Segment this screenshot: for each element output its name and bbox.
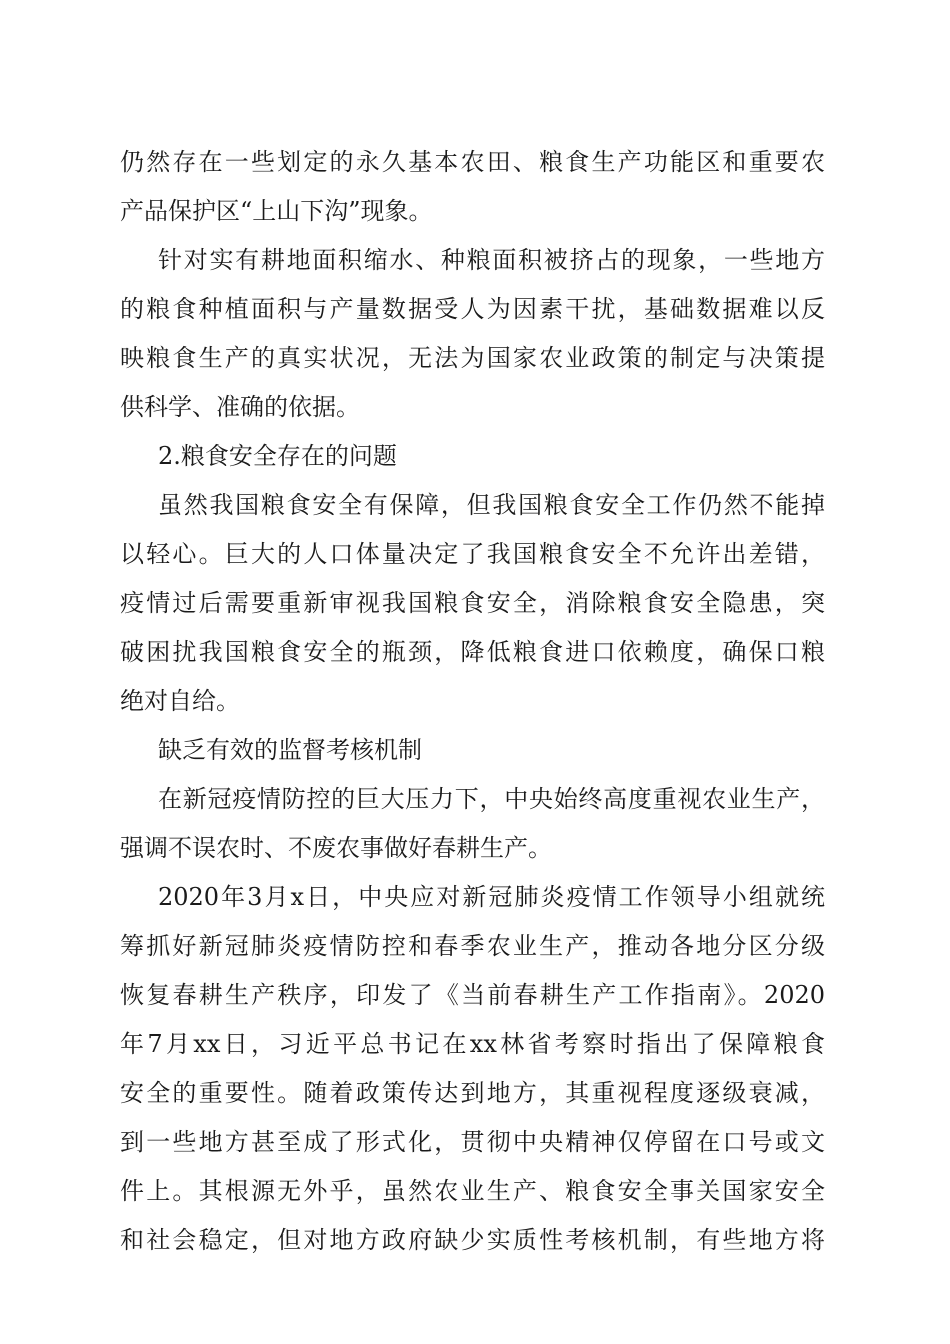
text-line: 安全的重要性。随着政策传达到地方，其重视程度逐级衰减， [120, 1079, 825, 1107]
text-line: 和社会稳定，但对地方政府缺少实质性考核机制，有些地方将 [120, 1226, 825, 1254]
text-line: 疫情过后需要重新审视我国粮食安全，消除粮食安全隐患，突 [120, 589, 825, 617]
text-line: 映粮食生产的真实状况，无法为国家农业政策的制定与决策提 [120, 344, 825, 372]
text-line: 到一些地方甚至成了形式化，贯彻中央精神仅停留在口号或文 [120, 1128, 825, 1156]
text-line: 年7月xx日，习近平总书记在xx林省考察时指出了保障粮食 [120, 1030, 825, 1058]
subsection-heading: 缺乏有效的监督考核机制 [158, 736, 422, 764]
text-line: 产品保护区“上山下沟”现象。 [120, 197, 433, 225]
text-line: 以轻心。巨大的人口体量决定了我国粮食安全不允许出差错， [120, 540, 825, 568]
document-body [120, 138, 825, 1265]
text-line: 虽然我国粮食安全有保障，但我国粮食安全工作仍然不能掉 [158, 491, 825, 519]
text-line: 破困扰我国粮食安全的瓶颈，降低粮食进口依赖度，确保口粮 [120, 638, 825, 666]
section-heading: 2.粮食安全存在的问题 [158, 442, 397, 470]
text-line: 的粮食种植面积与产量数据受人为因素干扰，基础数据难以反 [120, 295, 825, 323]
text-line: 筹抓好新冠肺炎疫情防控和春季农业生产，推动各地分区分级 [120, 932, 825, 960]
text-line: 供科学、准确的依据。 [120, 393, 360, 421]
text-line: 恢复春耕生产秩序，印发了《当前春耕生产工作指南》。2020 [120, 981, 825, 1009]
text-line: 强调不误农时、不废农事做好春耕生产。 [120, 834, 552, 862]
text-line: 仍然存在一些划定的永久基本农田、粮食生产功能区和重要农 [120, 148, 825, 176]
text-line: 2020年3月x日，中央应对新冠肺炎疫情工作领导小组就统 [158, 883, 825, 911]
text-line: 绝对自给。 [120, 687, 240, 715]
text-line: 在新冠疫情防控的巨大压力下，中央始终高度重视农业生产， [158, 785, 825, 813]
text-line: 针对实有耕地面积缩水、种粮面积被挤占的现象，一些地方 [158, 246, 825, 274]
text-line: 件上。其根源无外乎，虽然农业生产、粮食安全事关国家安全 [120, 1177, 825, 1205]
